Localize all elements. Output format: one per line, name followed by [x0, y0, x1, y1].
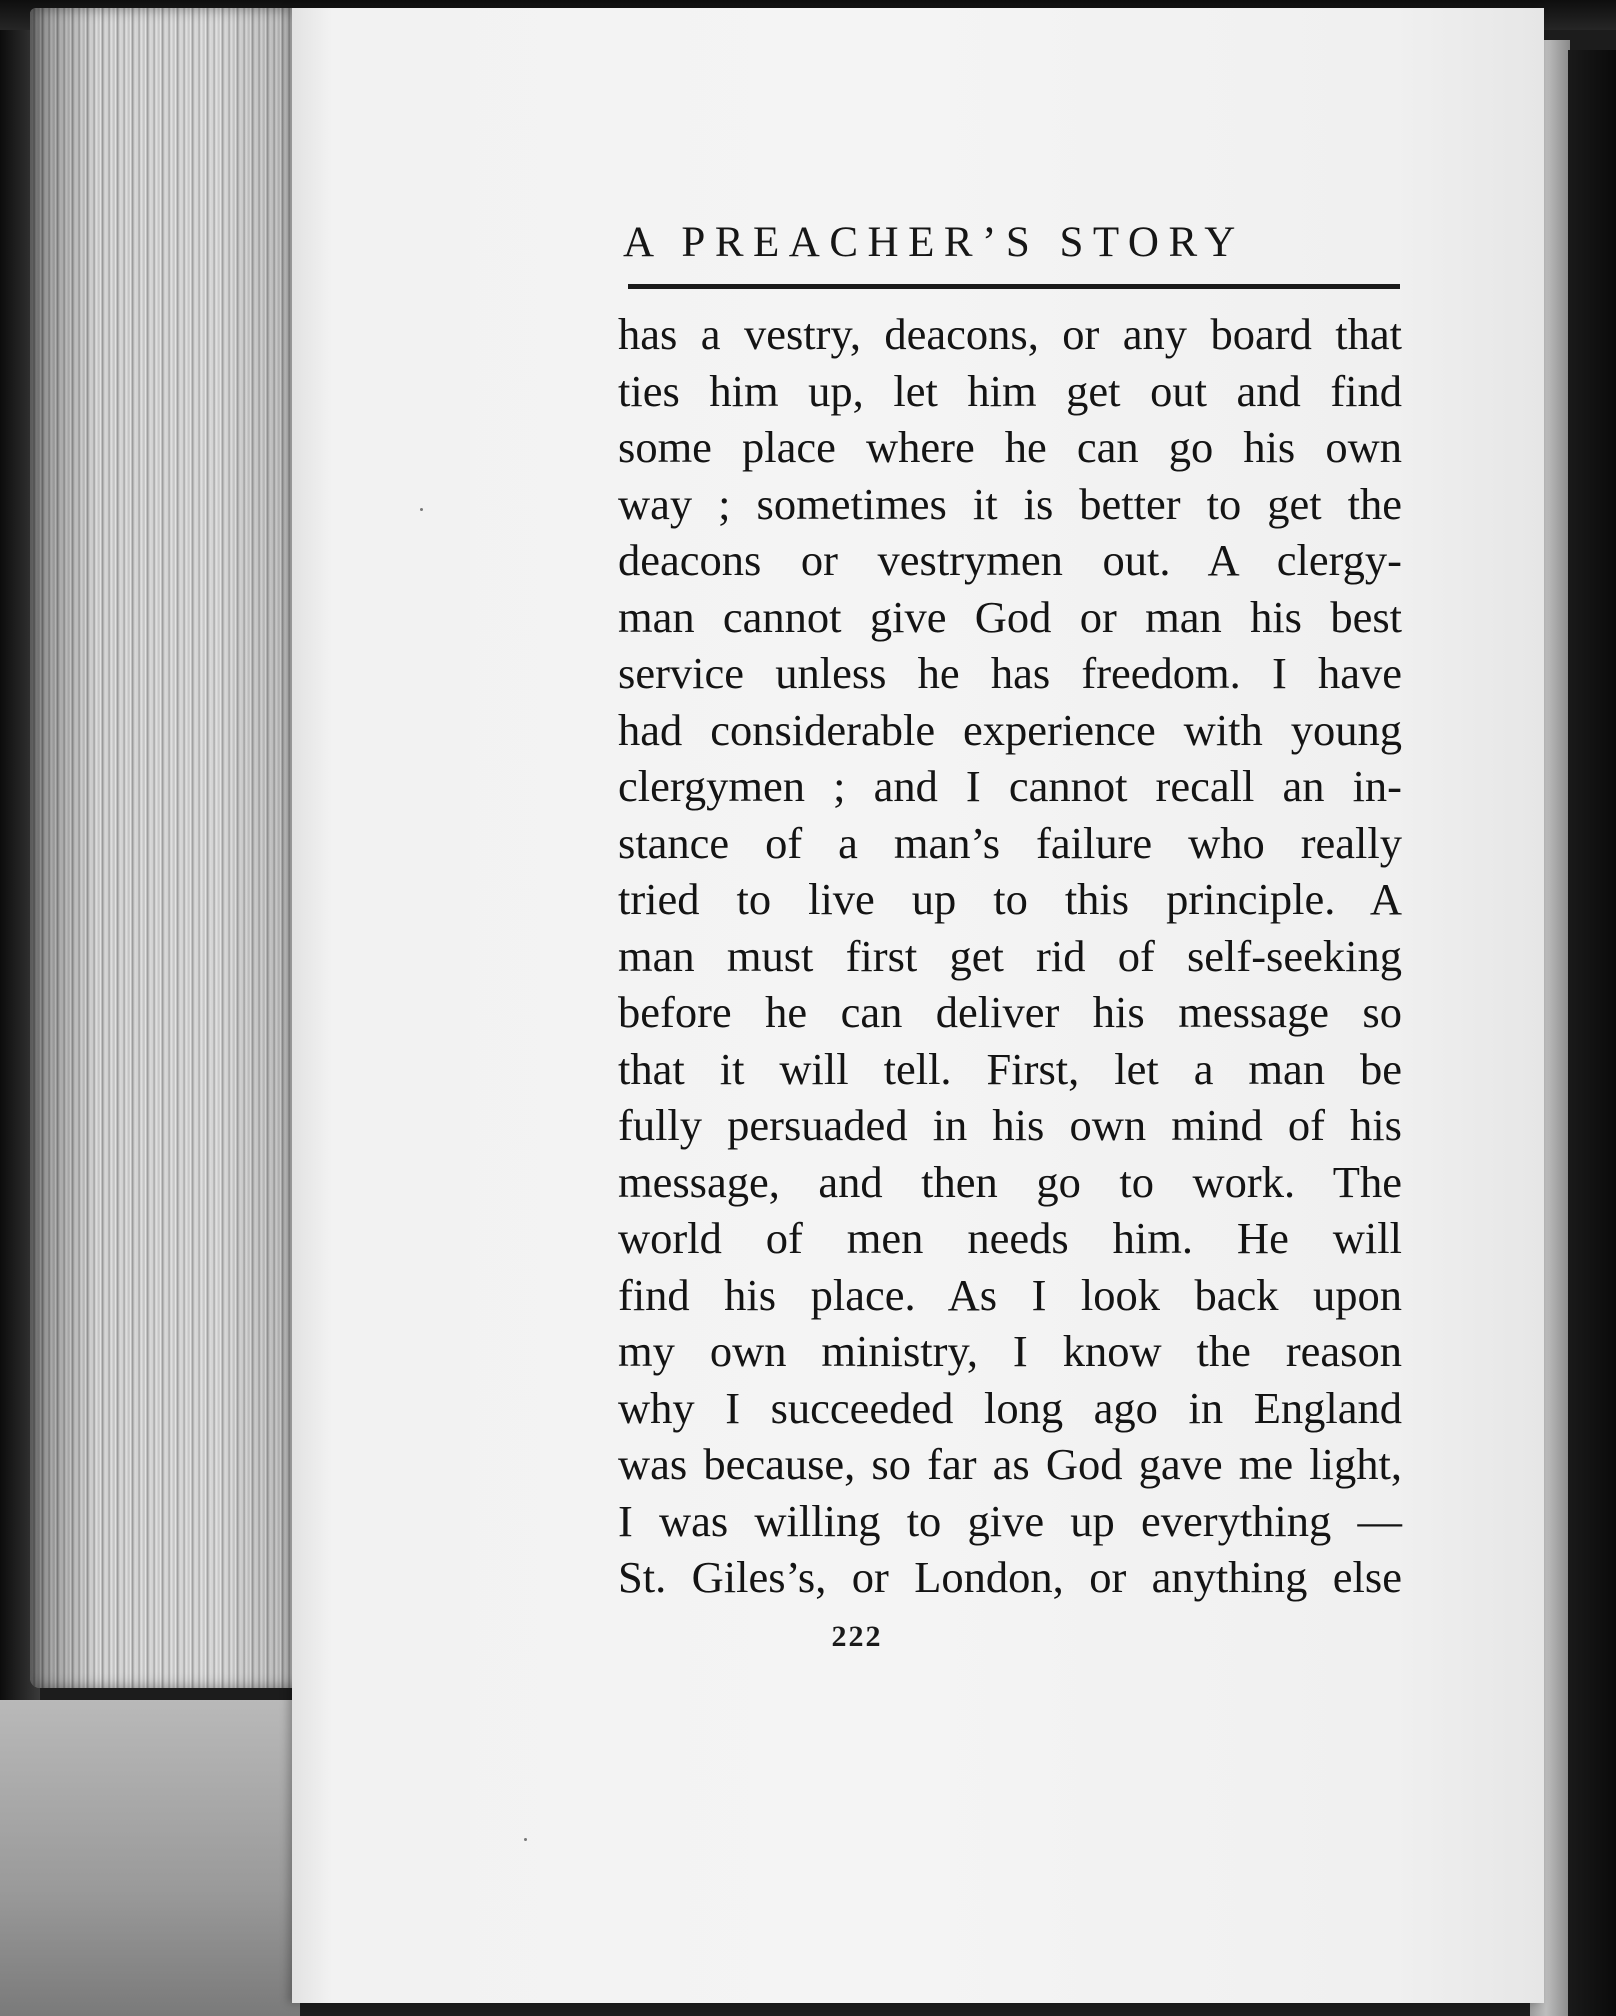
text-line: why I succeeded long ago in England	[618, 1382, 1402, 1433]
running-head: A PREACHER’S STORY	[623, 219, 1245, 266]
text-line: St. Giles’s, or London, or anything else	[618, 1552, 1402, 1602]
text-line: has a vestry, deacons, or any board that	[618, 309, 1402, 359]
text-line: tried to live up to this principle. A	[618, 874, 1402, 924]
text-line: message, and then go to work. The	[618, 1156, 1402, 1207]
body-text	[618, 306, 1402, 1606]
text-line: way ; sometimes it is better to get the	[618, 478, 1402, 529]
page-number-wrap	[0, 1620, 1616, 1654]
page-number: 222	[831, 1620, 883, 1653]
page-edges	[30, 8, 300, 1688]
text-line: find his place. As I look back upon	[618, 1269, 1402, 1320]
text-line: some place where he can go his own	[618, 422, 1402, 472]
text-line: my own ministry, I know the reason	[618, 1326, 1402, 1376]
text-line: man must first get rid of self-seeking	[618, 930, 1402, 981]
text-line: I was willing to give up everything —	[618, 1495, 1402, 1546]
header-rule	[628, 284, 1400, 289]
text-line: man cannot give God or man his best	[618, 591, 1402, 642]
text-line: stance of a man’s failure who really	[618, 817, 1402, 868]
text-line: before he can deliver his message so	[618, 987, 1402, 1037]
text-line: clergymen ; and I cannot recall an in-	[618, 761, 1402, 811]
text-line: ties him up, let him get out and find	[618, 365, 1402, 416]
text-line: deacons or vestrymen out. A clergy-	[618, 535, 1402, 585]
paper-speck	[524, 1838, 527, 1841]
right-background	[1568, 50, 1616, 2016]
text-line: fully persuaded in his own mind of his	[618, 1100, 1402, 1150]
text-line: that it will tell. First, let a man be	[618, 1043, 1402, 1094]
text-line: service unless he has freedom. I have	[618, 648, 1402, 698]
text-line: was because, so far as God gave me light,	[618, 1439, 1402, 1489]
text-line: had considerable experience with young	[618, 704, 1402, 755]
book-bottom-edge	[0, 1700, 300, 2016]
text-line: world of men needs him. He will	[618, 1213, 1402, 1263]
paper-speck	[420, 508, 423, 511]
